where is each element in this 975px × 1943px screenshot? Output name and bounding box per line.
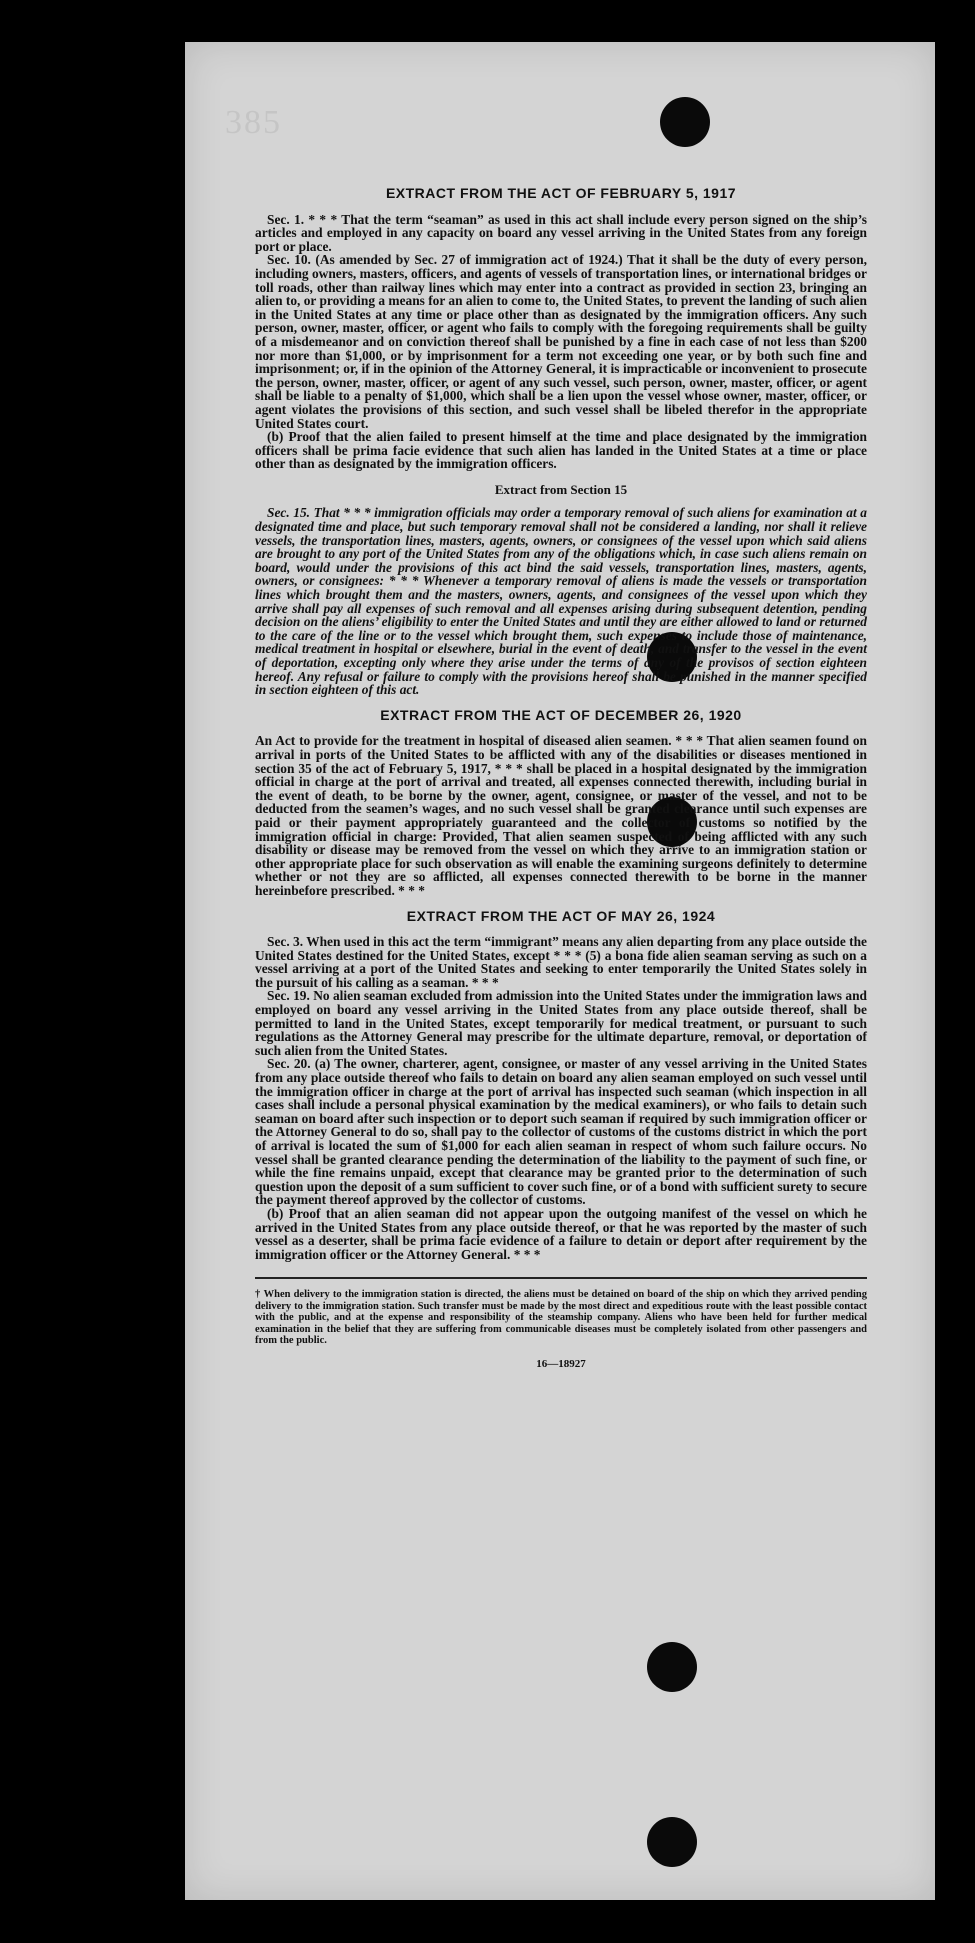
faint-stamp-number: 385: [225, 104, 282, 141]
punch-hole: [647, 1817, 697, 1867]
heading-act-1920: EXTRACT FROM THE ACT OF DECEMBER 26, 1920: [380, 706, 742, 723]
paragraph-sec-10-b: (b) Proof that the alien failed to present himself at the time and place designated by the immigration officers shall be prima facie evidence that such alien has landed in the United States at a time or place other than as designated by the immigration officers.: [255, 429, 867, 472]
punch-hole: [647, 1642, 697, 1692]
paragraph-sec-15: Sec. 15. That * * * immigration officials may order a temporary removal of such aliens for examination at a designated time and place, but such temporary removal shall not be considered a landing, nor shall it relieve vessels, the transportation lines, masters, agents, owners, or consignees of the vessel upon which said aliens are brought to any port of the United States from any of the obligations which, in case such aliens remain on board, would under the provisions of this act bind the said vessels, transportation lines, masters, agents, owners, or consignees: * * * Whenever a temporary removal of aliens is made the vessels or transportation lines which brought them and the masters, owners, agents, and consignees of the vessel upon which they arrive shall pay all expenses of such removal and all expenses arising during subsequent detention, pending decision on the aliens’ eligibility to enter the United States and until they are either allowed to land or returned to the care of the line or to the vessel which brought them, such expenses to include those of maintenance, medical treatment in hospital or elsewhere, burial in the event of death, and transfer to the vessel in the event of deportation, excepting only where they arise under the terms of any of the provisos of section eighteen hereof. Any refusal or failure to comply with the provisions hereof shall be punished in the manner specified in section eighteen of this act.: [255, 505, 867, 698]
footnote: † When delivery to the immigration station is directed, the aliens must be detained on board of the ship on which they arrived pending delivery to the immigration station. Such transfer must be made by the most direct and expeditious route with the least possible contact with the public, and at the expense and responsibility of the steamship company. Aliens who have been held for further medical examination in the belief that they are suffering from communicable diseases must be completely isolated from other passengers and from the public.: [255, 1289, 867, 1346]
paragraph-sec-19: Sec. 19. No alien seaman excluded from admission into the United States under the immigration laws and employed on board any vessel arriving in the United States from any place outside thereof, shall be permitted to land in the United States, except temporarily for medical treatment, or pursuant to such regulations as the Attorney General may prescribe for the ultimate departure, removal, or deportation of such alien from the United States.: [255, 988, 867, 1058]
paragraph-sec-3: Sec. 3. When used in this act the term “immigrant” means any alien departing from any place outside the United States destined for the United States, except * * * (5) a bona fide alien seaman serving as such on a vessel arriving at a port of the United States and seeking to enter temporarily the United States solely in the pursuit of his calling as a seaman. * * *: [255, 934, 867, 990]
document-body: [255, 187, 867, 1372]
punch-hole: [660, 97, 710, 147]
form-number: 16—18927: [536, 1358, 586, 1371]
document-page: [185, 42, 935, 1900]
heading-act-1917: EXTRACT FROM THE ACT OF FEBRUARY 5, 1917: [385, 185, 737, 201]
heading-act-1924: EXTRACT FROM THE ACT OF MAY 26, 1924: [406, 907, 716, 924]
footnote-divider: [255, 1277, 867, 1279]
paragraph-act-1920: An Act to provide for the treatment in hospital of diseased alien seamen. * * * That alien seamen found on arrival in ports of the United States to be afflicted with any of the disabilities or diseases mentioned in section 35 of the act of February 5, 1917, * * * shall be placed in a hospital designated by the immigration official in charge at the port of arrival and treated, all expenses connected therewith, including burial in the event of death, to be borne by the owner, agent, consignee, or master of the vessel, and not to be deducted from the seamen’s wages, and no such vessel shall be granted clearance until such expenses are paid or their payment appropriately guaranteed and the collector of customs so notified by the immigration official in charge: Provided, That alien seamen suspected of being afflicted with any such disability or disease may be removed from the vessel on which they arrive to an immigration station or other appropriate place for such observation as will enable the examining surgeons definitely to determine whether or not they are so afflicted, all expenses connected therewith to be borne in the manner hereinbefore prescribed. * * *: [255, 733, 867, 898]
paragraph-sec-20-a: Sec. 20. (a) The owner, charterer, agent, consignee, or master of any vessel arriving in the United States from any place outside thereof who fails to detain on board any alien seaman employed on such vessel until the immigration officer in charge at the port of arrival has inspected such seaman (which inspection in all cases shall include a personal physical examination by the medical examiners), or who fails to detain such seaman on board after such inspection or to deport such seaman if required by such immigration officer or the Attorney General to do so, shall pay to the collector of customs of the customs district in which the port of arrival is located the sum of $1,000 for each alien seaman in respect of whom such failure occurs. No vessel shall be granted clearance pending the determination of the liability to the payment of such fine, or while the fine remains unpaid, except that clearance may be granted prior to the determination of such question upon the deposit of a sum sufficient to cover such fine, or of a bond with sufficient surety to secure the payment thereof approved by the collector of customs.: [255, 1056, 867, 1208]
subheading-section-15: Extract from Section 15: [494, 481, 628, 497]
paragraph-sec-20-b: (b) Proof that an alien seaman did not appear upon the outgoing manifest of the vessel on which he arrived in the United States from any place outside thereof, or that he was reported by the master of such vessel as a deserter, shall be prima facie evidence of a failure to detain or deport after requirement by the immigration officer or the Attorney General. * * *: [255, 1205, 867, 1262]
paragraph-sec-10: Sec. 10. (As amended by Sec. 27 of immigration act of 1924.) That it shall be the duty of every person, including owners, masters, officers, and agents of vessels of transportation lines, or international bridges or toll roads, other than railway lines which may enter into a contract as provided in section 23, bringing an alien to, or providing a means for an alien to come to, the United States, to prevent the landing of such alien in the United States at any time or place other than as designated by the immigration officers. Any such person, owner, master, officer, or agent who fails to comply with the foregoing requirements shall be guilty of a misdemeanor and on conviction thereof shall be punished by a fine in each case of not less than $200 nor more than $1,000, or by imprisonment for a term not exceeding one year, or by both such fine and imprisonment; or, if in the opinion of the Attorney General, it is impracticable or inconvenient to prosecute the person, owner, master, officer, or agent of any such vessel, such person, owner, master, officer, or agent shall be liable to a penalty of $1,000, which shall be a lien upon the vessel whose owner, master, officer, or agent violates the provisions of this section, and such vessel shall be libeled therefor in the appropriate United States court.: [255, 252, 868, 431]
paragraph-sec-1: Sec. 1. * * * That the term “seaman” as used in this act shall include every person signed on the ship’s articles and employed in any capacity on board any vessel arriving in the United States from any foreign port or place.: [255, 211, 867, 254]
